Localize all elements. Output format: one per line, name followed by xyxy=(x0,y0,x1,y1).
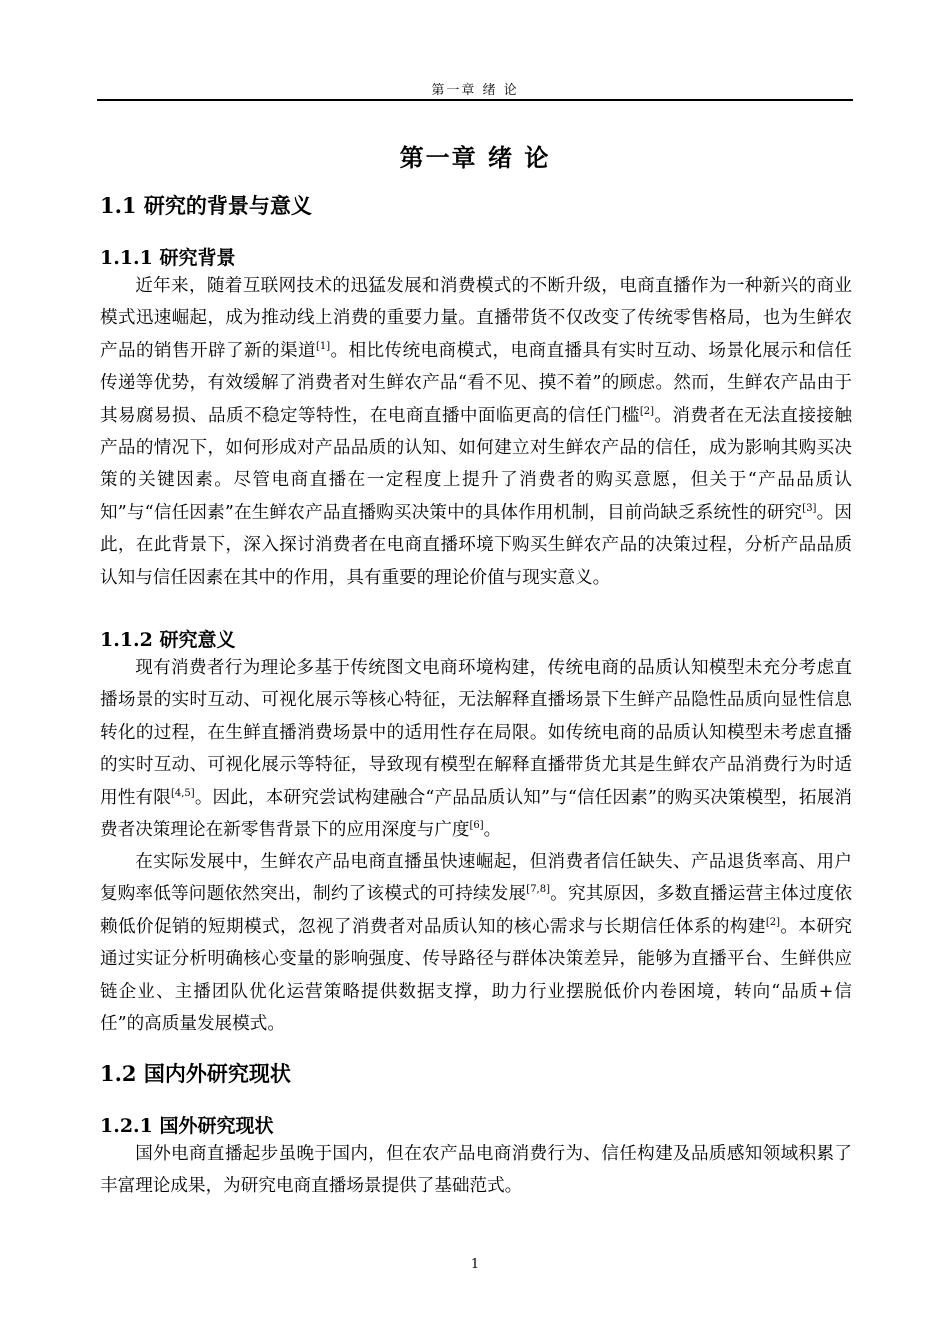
header-rule xyxy=(97,99,853,101)
section-heading-1-2: 1.2 国内外研究现状 xyxy=(100,1061,291,1086)
running-header: 第一章 绪 论 xyxy=(431,83,519,98)
text-run: 近年来，随着互联网技术的迅猛发展和消费模式的不断升级，电商直播作为一种新兴的商业模式迅速崛起，成为推动线上消费的重要力量。直播带货不仅改变了传统零售格局，也为生鲜农产品的销售开辟了新的渠道 xyxy=(100,276,852,361)
text-run: 。本研究通过实证分析明确核心变量的影响强度、传导路径与群体决策差异，能够为直播平台、生鲜供应链企业、主播团队优化运营策略提供数据支撑，助力行业摆脱低价内卷困境，转向“品质+信任”的高质量发展模式。 xyxy=(100,916,852,1035)
background-paragraph xyxy=(100,270,852,594)
section-heading-1-1: 1.1 研究的背景与意义 xyxy=(100,193,312,218)
citation: [4,5] xyxy=(170,787,195,799)
significance-paragraph-1 xyxy=(100,652,852,846)
section-heading-1-1-1: 1.1.1 研究背景 xyxy=(100,247,236,269)
citation: [2] xyxy=(639,405,655,417)
chapter-title: 第一章 绪 论 xyxy=(399,143,551,172)
text-run: 在实际发展中，生鲜农产品电商直播虽快速崛起，但消费者信任缺失、产品退货率高、用户复购率低等问题依然突出，制约了该模式的可持续发展 xyxy=(100,852,852,905)
text-run: 。 xyxy=(483,820,502,841)
section-heading-1-2-1: 1.2.1 国外研究现状 xyxy=(100,1115,274,1137)
page-number: 1 xyxy=(470,1257,480,1272)
text-run: 。相比传统电商模式，电商直播具有实时互动、场景化展示和信任传递等优势，有效缓解了消费者对生鲜农产品“看不见、摸不着”的顾虑。然而，生鲜农产品由于其易腐易损、品质不稳定等特性，在电商直播中面临更高的信任门槛 xyxy=(100,340,852,426)
foreign-research-paragraph: 国外电商直播起步虽晚于国内，但在农产品电商消费行为、信任构建及品质感知领域积累了丰富理论成果，为研究电商直播场景提供了基础范式。 xyxy=(100,1144,852,1197)
text-run: 。因此，在此背景下，深入探讨消费者在电商直播环境下购买生鲜农产品的决策过程，分析产品品质认知与信任因素在其中的作用，具有重要的理论价值与现实意义。 xyxy=(100,502,852,588)
significance-paragraph-2 xyxy=(100,846,852,1040)
text-run: 现有消费者行为理论多基于传统图文电商环境构建，传统电商的品质认知模型未充分考虑直播场景的实时互动、可视化展示等核心特征，无法解释直播场景下生鲜产品隐性品质向显性信息转化的过程，在生鲜直播消费场景中的适用性存在局限。如传统电商的品质认知模型未考虑直播的实时互动、可视化展示等特征，导致现有模型在解释直播带货尤其是生鲜农产品消费行为时适用性有限 xyxy=(100,658,852,808)
citation: [7,8] xyxy=(526,884,551,896)
text-run: 。因此，本研究尝试构建融合“产品品质认知”与“信任因素”的购买决策模型，拓展消费者决策理论在新零售背景下的应用深度与广度 xyxy=(100,787,852,841)
citation: [1] xyxy=(315,340,331,352)
section-heading-1-1-2: 1.1.2 研究意义 xyxy=(100,629,236,651)
text-run: 。消费者在无法直接接触产品的情况下，如何形成对产品品质的认知、如何建立对生鲜农产品的信任，成为影响其购买决策的关键因素。尽管电商直播在一定程度上提升了消费者的购买意愿，但关于“产品品质认知”与“信任因素”在生鲜农产品直播购买决策中的具体作用机制，目前尚缺乏系统性的研究 xyxy=(100,405,852,523)
citation: [6] xyxy=(469,820,484,832)
citation: [3] xyxy=(802,502,817,514)
text-run: 。究其原因，多数直播运营主体过度依赖低价促销的短期模式，忽视了消费者对品质认知的核心需求与长期信任体系的构建 xyxy=(100,884,852,937)
citation: [2] xyxy=(765,916,780,928)
